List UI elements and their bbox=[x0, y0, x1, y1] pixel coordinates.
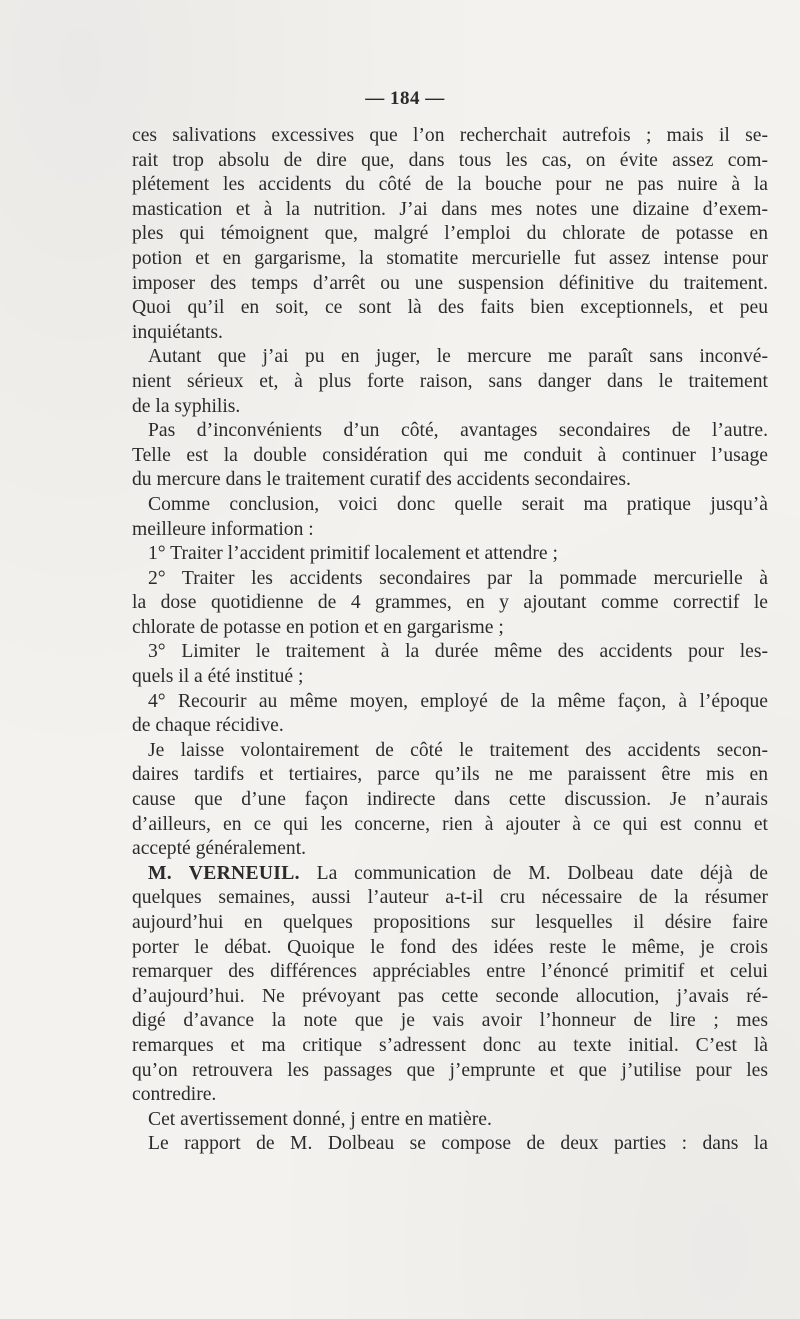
text-line: 1° Traiter l’accident primitif localement et attendre ; bbox=[148, 543, 558, 565]
text-line: inquiétants. bbox=[132, 321, 223, 343]
text-line: daires tardifs et tertiaires, parce qu’ils ne me paraissent être mis en bbox=[132, 764, 768, 786]
text-line: Je laisse volontairement de côté le traitement des accidents secon- bbox=[148, 739, 768, 761]
text-line: d’ailleurs, en ce qui les concerne, rien à ajouter à ce qui est connu et bbox=[132, 813, 768, 835]
text-line: Autant que j’ai pu en juger, le mercure me paraît sans inconvé- bbox=[148, 346, 768, 368]
text-line: ces salivations excessives que l’on recherchait autrefois ; mais il se- bbox=[132, 125, 768, 146]
text-line: meilleure information : bbox=[132, 518, 314, 540]
text-line: contredire. bbox=[132, 1084, 217, 1106]
text-line: Le rapport de M. Dolbeau se compose de deux parties : dans la bbox=[148, 1133, 768, 1155]
text-line: remarques et ma critique s’adressent donc au texte initial. C’est là bbox=[132, 1034, 768, 1056]
text-line: Cet avertissement donné, j entre en matière. bbox=[148, 1108, 492, 1130]
text-line: d’aujourd’hui. Ne prévoyant pas cette seconde allocution, j’avais ré- bbox=[132, 985, 768, 1007]
speaker-name: M. VERNEUIL. bbox=[148, 862, 300, 884]
text-line: Pas d’inconvénients d’un côté, avantages secondaires de l’autre. bbox=[148, 420, 768, 442]
text-line: de chaque récidive. bbox=[132, 715, 284, 737]
text-line: imposer des temps d’arrêt ou une suspension définitive du traitement. bbox=[132, 272, 768, 294]
text-line: remarquer des différences appréciables entre l’énoncé primitif et celui bbox=[132, 961, 768, 983]
text-line: chlorate de potasse en potion et en gargarisme ; bbox=[132, 616, 504, 638]
text-line: qu’on retrouvera les passages que j’emprunte et que j’utilise pour les bbox=[132, 1059, 768, 1081]
text-line bbox=[132, 862, 768, 887]
text-line: de la syphilis. bbox=[132, 395, 241, 417]
text-line: quels il a été institué ; bbox=[132, 666, 304, 688]
text-line: digé d’avance la note que je vais avoir l’honneur de lire ; mes bbox=[132, 1010, 768, 1032]
body-text bbox=[132, 124, 768, 1157]
text-line: porter le débat. Quoique le fond des idées reste le même, je crois bbox=[132, 936, 768, 958]
text-line: Comme conclusion, voici donc quelle serait ma pratique jusqu’à bbox=[148, 493, 768, 515]
text-line: ples qui témoignent que, malgré l’emploi du chlorate de potasse en bbox=[132, 223, 768, 245]
text-line: aujourd’hui en quelques propositions sur lesquelles il désire faire bbox=[132, 912, 768, 933]
text-line: rait trop absolu de dire que, dans tous les cas, on évite assez com- bbox=[132, 149, 768, 171]
text-line: 4° Recourir au même moyen, employé de la même façon, à l’époque bbox=[148, 690, 768, 712]
text-line: mastication et à la nutrition. J’ai dans mes notes une dizaine d’exem- bbox=[132, 198, 768, 220]
page-number: — 184 — bbox=[365, 88, 445, 109]
text-line: du mercure dans le traitement curatif des accidents secondaires. bbox=[132, 469, 631, 491]
text-line: la dose quotidienne de 4 grammes, en y ajoutant comme correctif le bbox=[132, 592, 768, 614]
text-line: accepté généralement. bbox=[132, 838, 307, 860]
text-line: Quoi qu’il en soit, ce sont là des faits bien exceptionnels, et peu bbox=[132, 297, 768, 319]
text-line: plétement les accidents du côté de la bouche pour ne pas nuire à la bbox=[132, 174, 768, 196]
text-line: 3° Limiter le traitement à la durée même des accidents pour les- bbox=[148, 641, 768, 663]
text-line: nient sérieux et, à plus forte raison, sans danger dans le traitement bbox=[132, 370, 768, 392]
text-line: cause que d’une façon indirecte dans cette discussion. Je n’aurais bbox=[132, 789, 768, 811]
text-line: 2° Traiter les accidents secondaires par la pommade mercurielle à bbox=[148, 567, 768, 589]
speaker-text: La communication de M. Dolbeau date déjà de bbox=[299, 862, 768, 884]
text-line: Telle est la double considération qui me conduit à continuer l’usage bbox=[132, 444, 768, 466]
text-line: potion et en gargarisme, la stomatite mercurielle fut assez intense pour bbox=[132, 247, 768, 269]
text-line: quelques semaines, aussi l’auteur a-t-il cru nécessaire de la résumer bbox=[132, 887, 768, 909]
